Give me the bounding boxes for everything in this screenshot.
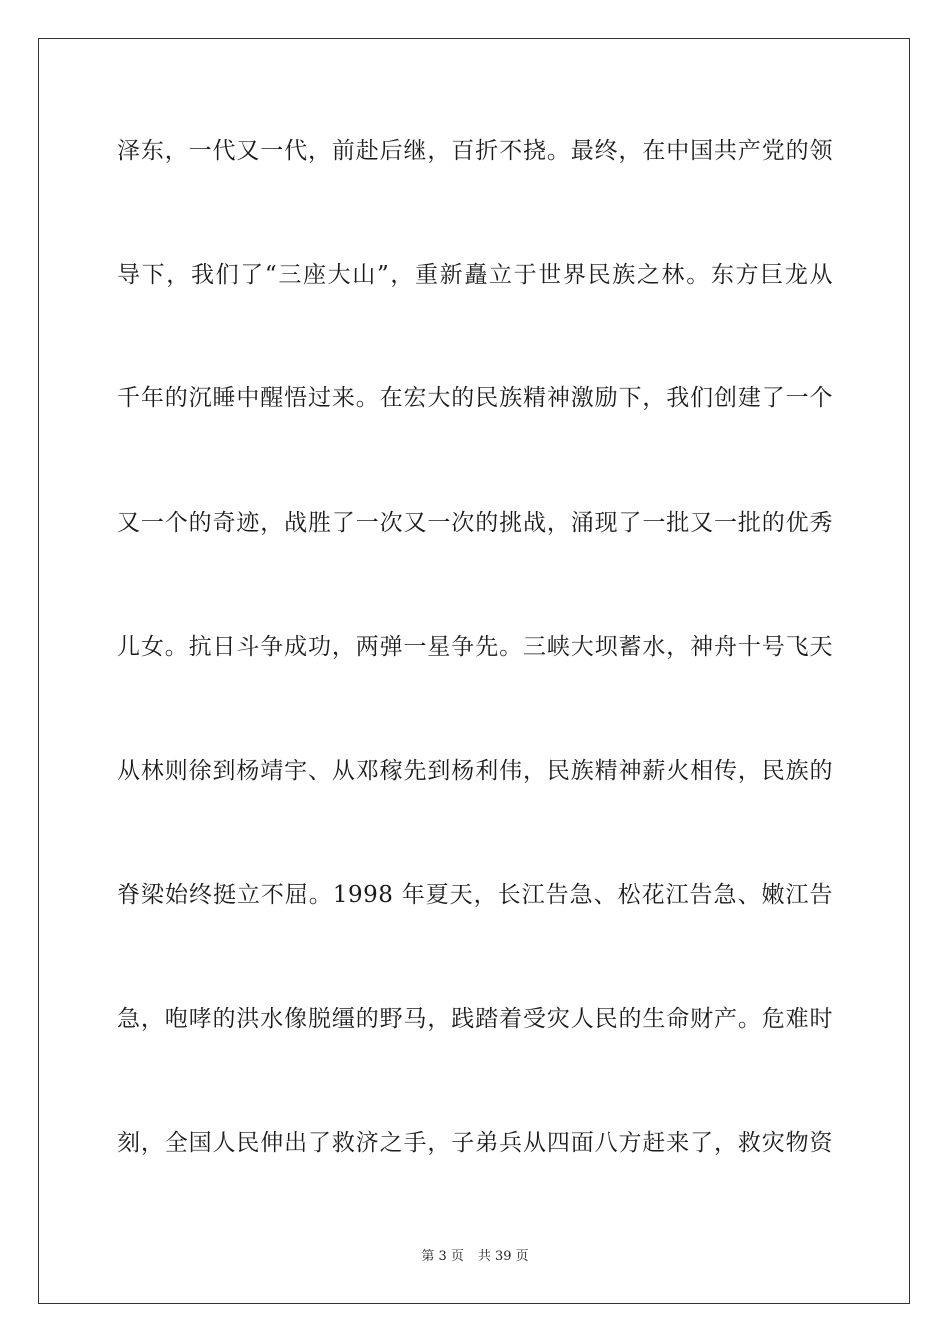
text-line: 从林则徐到杨靖宇、从邓稼先到杨利伟，民族精神薪火相传，民族的 [117, 758, 833, 784]
text-line: 千年的沉睡中醒悟过来。在宏大的民族精神激励下，我们创建了一个 [117, 385, 833, 411]
text-line: 又一个的奇迹，战胜了一次又一次的挑战，涌现了一批又一批的优秀 [117, 510, 833, 536]
text-line: 泽东，一代又一代，前赴后继，百折不挠。最终，在中国共产党的领 [117, 138, 833, 164]
page-footer [0, 1248, 950, 1266]
page-number: 第 3 页 [421, 1249, 464, 1264]
text-line: 脊梁始终挺立不屈。1998 年夏天，长江告急、松花江告急、嫩江告 [117, 882, 833, 908]
text-line: 儿女。抗日斗争成功，两弹一星争先。三峡大坝蓄水，神舟十号飞天 [117, 634, 833, 660]
text-line: 导下，我们了“三座大山”，重新矗立于世界民族之林。东方巨龙从 [117, 262, 833, 288]
text-line: 急，咆哮的洪水像脱缰的野马，践踏着受灾人民的生命财产。危难时 [117, 1006, 833, 1032]
page-total: 共 39 页 [477, 1249, 529, 1264]
page-border [38, 38, 910, 1304]
text-line: 刻，全国人民伸出了救济之手，子弟兵从四面八方赶来了，救灾物资 [117, 1130, 833, 1156]
